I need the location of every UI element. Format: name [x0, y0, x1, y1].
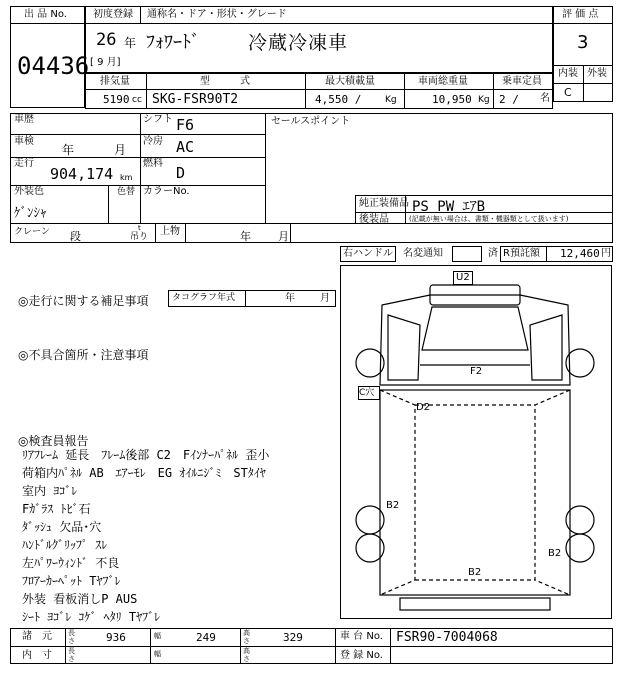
vehicle-name-label: 通称名・ドア・形状・グレード — [147, 9, 287, 20]
inner-length-label: 長さ — [68, 647, 75, 663]
shift-label: シフト — [143, 114, 173, 125]
cargo-inner — [415, 405, 535, 580]
cargo-top-right — [535, 390, 570, 595]
crane-ton-unit: t — [138, 224, 141, 232]
max-load-label: 最大積載量 — [325, 76, 375, 87]
mark-c-hole-text: C穴 — [359, 388, 375, 398]
report-line: Fｶﾞﾗｽ ﾄﾋﾞ石 — [22, 502, 91, 516]
tachograph-month-unit: 月 — [320, 293, 330, 304]
inspector-report-label: ◎検査員報告 — [18, 434, 89, 448]
defects-label: ◎不具合箇所・注意事項 — [18, 348, 149, 362]
registration-year: 26 — [96, 30, 117, 50]
mileage-label: 走行 — [14, 158, 34, 169]
cargo-box-outline — [380, 390, 570, 595]
wheel-front-left — [356, 349, 384, 377]
name-change-label: 名変通知 — [403, 248, 443, 259]
upper-body-label: 上物 — [160, 226, 180, 237]
displacement: 5190 — [103, 93, 130, 106]
driving-notes-label: ◎走行に関する補足事項 — [18, 294, 149, 308]
wheel-front-right — [566, 349, 594, 377]
mark-b2-right: B2 — [548, 548, 562, 559]
score: 3 — [577, 32, 589, 53]
inner-height-label: 高さ — [243, 647, 250, 663]
shift: F6 — [176, 116, 195, 134]
inner-width-label: 幅 — [154, 650, 161, 658]
cab-left-panel — [388, 315, 420, 380]
displacement-unit: cc — [132, 95, 142, 105]
aftermarket-label: 後装品 — [359, 214, 389, 225]
aftermarket-note: (記載が無い場合は、書類・機器類として扱います) — [409, 215, 569, 223]
max-load-unit: Kg — [385, 95, 397, 105]
report-line: ﾌﾛｱｰｶｰﾍﾟｯﾄ Tﾔﾌﾞﾚ — [22, 574, 121, 588]
exterior-color-label: 外装色 — [14, 186, 44, 197]
capacity-unit: 名 — [540, 93, 550, 104]
report-line: ﾊﾝﾄﾞﾙｸﾞﾘｯﾌﾟ ｽﾚ — [22, 538, 108, 552]
mileage: 904,174 — [50, 165, 114, 183]
inspection-label: 車検 — [14, 136, 34, 147]
crane-stage-unit: 段 — [70, 230, 81, 243]
capacity-label: 乗車定員 — [502, 76, 542, 87]
mark-b2-rear: B2 — [468, 567, 482, 578]
chassis-number-label: 車 台 No. — [340, 631, 383, 642]
report-line: 外装 看板消しP AUS — [22, 592, 138, 606]
equipment-label: 純正装備品 — [359, 198, 409, 209]
inner-dimensions-label: 内 寸 — [22, 650, 52, 661]
report-line: ﾀﾞｯｼｭ 欠品･穴 — [22, 520, 102, 534]
gross-weight-unit: Kg — [478, 95, 490, 105]
inspection-year-unit: 年 — [62, 143, 75, 157]
exterior-color: ｹﾞﾝｼｬ — [14, 206, 47, 221]
fuel-label: 燃料 — [143, 158, 163, 169]
rear-bumper-outline — [400, 598, 550, 610]
upper-year-unit: 年 — [240, 230, 251, 243]
score-label: 評 価 点 — [562, 9, 599, 20]
mark-u2-text: U2 — [456, 272, 470, 283]
registration-number-label: 登 録 No. — [340, 650, 383, 661]
outer-height: 329 — [283, 631, 303, 644]
report-line: 荷箱内ﾊﾟﾈﾙ AB ｴｱｰﾓﾚ EG ｵｲﾙﾆｼﾞﾐ STﾀｲﾔ — [22, 466, 266, 480]
year-unit: 年 — [124, 36, 137, 50]
recycle-done: 済 — [488, 248, 498, 259]
history-label: 車歴 — [14, 114, 34, 125]
height-label: 高さ — [243, 629, 250, 645]
windshield-outline — [422, 307, 528, 350]
report-line: ﾘｱﾌﾚｰﾑ 延長 ﾌﾚｰﾑ後部 C2 Fｲﾝﾅｰﾊﾟﾈﾙ 歪小 — [22, 448, 270, 462]
mileage-unit: km — [120, 173, 133, 182]
inspection-month-unit: 月 — [114, 143, 127, 157]
gross-weight: 10,950 — [432, 93, 472, 106]
ac-label: 冷房 — [143, 136, 163, 147]
recycle-fee-unit: 円 — [601, 248, 611, 259]
exterior-label: 外装 — [587, 68, 607, 79]
mark-b2-left: B2 — [386, 500, 400, 511]
fuel: D — [176, 164, 186, 182]
sales-point-label: セールスポイント — [271, 116, 351, 127]
outer-length: 936 — [106, 631, 126, 644]
model-code: SKG-FSR90T2 — [152, 92, 239, 107]
interior-label: 内装 — [558, 68, 578, 79]
ac: AC — [176, 138, 195, 156]
length-label: 長さ — [68, 629, 75, 645]
tachograph-year-unit: 年 — [285, 293, 295, 304]
outer-width: 249 — [196, 631, 216, 644]
chassis-number: FSR90-7004068 — [396, 630, 498, 645]
equipment: PS PW ｴｱB — [412, 199, 486, 215]
mark-d2: D2 — [416, 402, 431, 413]
crane-lift-unit: 吊り — [130, 232, 149, 242]
registration-month: [ 9 月] — [90, 57, 121, 68]
report-line: ｼｰﾄ ﾖｺﾞﾚ ｺｹﾞ ﾍﾀﾘ Tﾔﾌﾞﾚ — [22, 610, 161, 624]
cargo-top-left — [380, 390, 415, 595]
color-code-label: カラーNo. — [143, 186, 190, 197]
lot-number-label: 出 品 No. — [24, 9, 67, 20]
right-hand-drive: 右ハンドル — [343, 248, 393, 259]
outer-dimensions-label: 諸 元 — [22, 631, 52, 642]
model-code-label: 型 式 — [200, 76, 250, 87]
first-registration-label: 初度登録 — [93, 9, 133, 20]
crane-label: クレーン — [14, 227, 50, 237]
cab-right-panel — [530, 315, 562, 380]
max-load: 4,550 / — [315, 93, 362, 106]
color-change-label: 色替 — [117, 187, 136, 197]
capacity: 2 / — [499, 93, 519, 106]
lot-number: 04436 — [17, 52, 90, 80]
width-label: 幅 — [154, 632, 161, 640]
displacement-label: 排気量 — [100, 76, 130, 87]
recycle-fee: 12,460 — [560, 247, 600, 260]
tachograph-label: タコグラフ年式 — [172, 293, 236, 303]
truck-diagram — [340, 265, 612, 619]
report-line: 室内 ﾖｺﾞﾚ — [22, 484, 78, 498]
interior-grade: C — [564, 86, 572, 99]
body-type: 冷蔵冷凍車 — [248, 32, 349, 54]
model-name: ﾌｫﾜｰﾄﾞ — [146, 32, 200, 53]
mark-f2: F2 — [470, 366, 483, 377]
report-line: 左ﾊﾟﾜｰｳｨﾝﾄﾞ 不良 — [22, 556, 120, 570]
gross-weight-label: 車両総重量 — [418, 76, 468, 87]
upper-month-unit: 月 — [278, 230, 289, 243]
name-change-box — [452, 246, 482, 262]
recycle-fee-label: R預託額 — [503, 248, 540, 259]
